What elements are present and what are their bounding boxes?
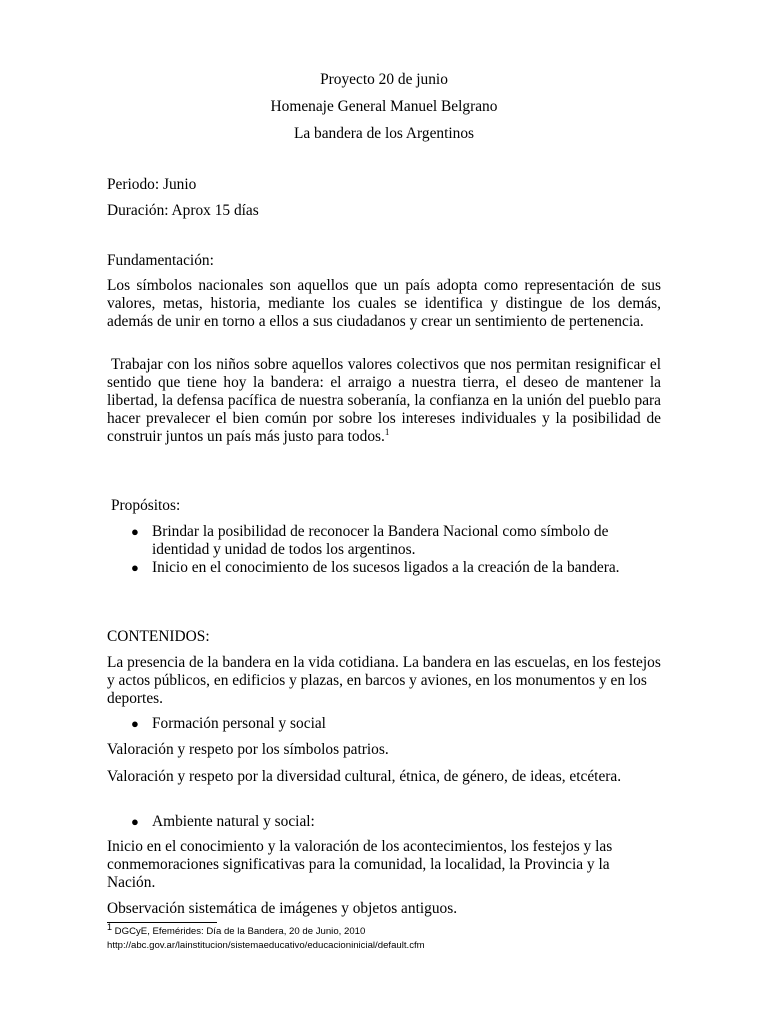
contenidos-paragraph-4: Inicio en el conocimiento y la valoración de los acontecimientos, los festejos y las conmemoraciones significativas para la comunidad, la localidad, la Provincia y la Nación. — [107, 838, 613, 892]
propositos-heading: Propósitos: — [111, 497, 181, 514]
contenidos-paragraph-3: Valoración y respeto por la diversidad cultural, étnica, de género, de ideas, etcétera. — [107, 768, 622, 785]
project-theme: La bandera de los Argentinos — [293, 125, 475, 142]
list-item — [107, 813, 661, 831]
footnote-reference: 1 — [384, 427, 390, 438]
footnote-url: http://abc.gov.ar/lainstitucion/sistemaeducativo/educacioninicial/default.cfm — [107, 940, 425, 951]
bullet-dot-icon: ● — [131, 524, 139, 539]
fundamentacion-paragraph-2-text: Trabajar con los niños sobre aquellos valores colectivos que nos permitan resignificar el sentido que tiene hoy la bandera: el arraigo a nuestra tierra, el deseo de mantener la libertad, la defensa pacífica de nuestra soberanía, la confianza en la unión del pueblo para hacer prevalecer el bien común por sobre los intereses individuales y la posibilidad de construir juntos un país más justo para todos. — [107, 356, 661, 446]
list-item — [107, 559, 661, 577]
project-subtitle: Homenaje General Manuel Belgrano — [270, 98, 498, 115]
footnote-text: DGCyE, Efemérides: Día de la Bandera, 20 de Junio, 2010 — [112, 926, 366, 937]
bullet-dot-icon: ● — [131, 814, 139, 829]
fundamentacion-paragraph-2 — [107, 356, 661, 446]
footnote-divider — [107, 922, 217, 923]
list-item-text: Inicio en el conocimiento de los sucesos ligados a la creación de la bandera. — [152, 559, 620, 577]
project-title: Proyecto 20 de junio — [320, 71, 448, 88]
contenidos-paragraph-5: Observación sistemática de imágenes y objetos antiguos. — [107, 900, 458, 917]
list-item — [107, 715, 661, 733]
list-item — [107, 523, 661, 559]
contenidos-bullet-2 — [107, 813, 661, 831]
contenidos-paragraph-2: Valoración y respeto por los símbolos patrios. — [107, 741, 389, 758]
contenidos-paragraph-1: La presencia de la bandera en la vida cotidiana. La bandera en las escuelas, en los festejos y actos públicos, en edificios y plazas, en barcos y aviones, en los monumentos y en los deportes. — [107, 654, 661, 708]
periodo-text: Periodo: Junio — [107, 176, 197, 193]
footnote-number: 1 — [107, 921, 113, 932]
list-item-text: Ambiente natural y social: — [152, 813, 315, 830]
contenidos-heading: CONTENIDOS: — [107, 628, 210, 645]
list-item-text: Brindar la posibilidad de reconocer la Bandera Nacional como símbolo de identidad y unidad de todos los argentinos. — [152, 523, 609, 559]
bullet-dot-icon: ● — [131, 716, 139, 731]
bullet-dot-icon: ● — [131, 560, 139, 576]
footnote-line-1 — [107, 921, 366, 938]
propositos-list — [107, 523, 661, 577]
list-item-text: Formación personal y social — [152, 715, 326, 732]
fundamentacion-heading: Fundamentación: — [107, 252, 214, 269]
fundamentacion-paragraph-1: Los símbolos nacionales son aquellos que un país adopta como representación de sus valores, metas, historia, mediante los cuales se identifica y distingue de los demás, además de unir en torno a ellos a sus ciudadanos y crear un sentimiento de pertenencia. — [107, 277, 661, 331]
duracion-text: Duración: Aprox 15 días — [107, 202, 259, 219]
contenidos-bullet-1 — [107, 715, 661, 733]
